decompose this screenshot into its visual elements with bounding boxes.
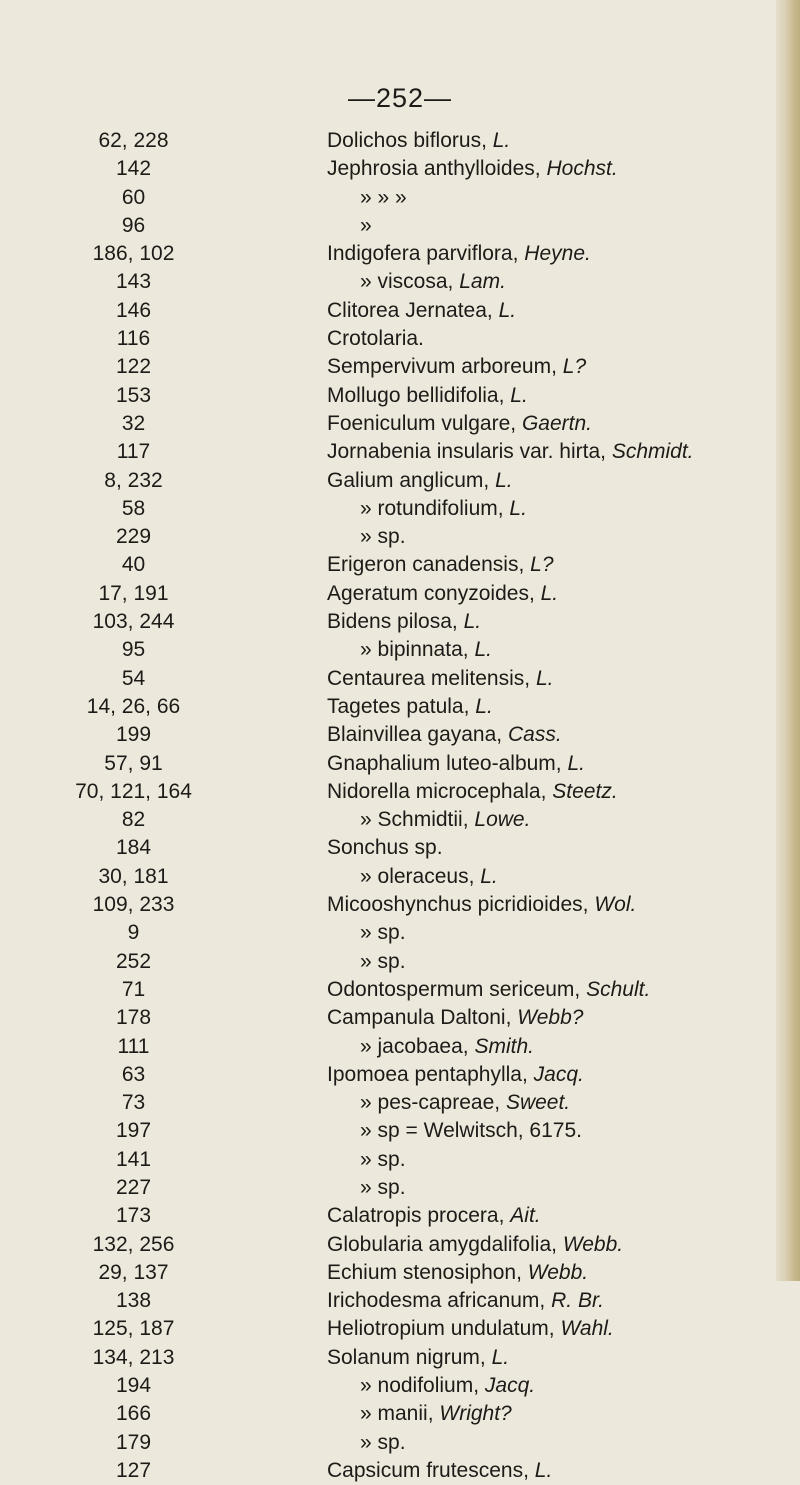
species-entry xyxy=(360,268,506,296)
species-author: Sweet. xyxy=(505,1091,571,1115)
species-author: L. xyxy=(475,694,493,718)
species-name: Campanula Daltoni, xyxy=(327,1006,512,1030)
species-name: Nidorella microcephala, xyxy=(327,779,547,803)
species-entry xyxy=(327,353,586,381)
specimen-numbers: 63 xyxy=(121,1062,146,1086)
list-item xyxy=(0,297,800,325)
specimen-numbers: 186, 102 xyxy=(92,242,175,266)
specimen-numbers: 252 xyxy=(115,949,152,973)
list-item xyxy=(0,976,800,1004)
species-entry xyxy=(327,1457,552,1485)
list-item xyxy=(0,410,800,438)
list-item xyxy=(0,551,800,579)
specimen-numbers: 111 xyxy=(117,1034,150,1058)
list-item xyxy=(0,1315,800,1343)
species-entry xyxy=(327,551,554,579)
species-author: Ait. xyxy=(510,1204,541,1228)
specimen-numbers: 138 xyxy=(115,1289,152,1313)
list-item xyxy=(0,1259,800,1287)
species-entry xyxy=(327,1061,584,1089)
specimen-numbers: 166 xyxy=(115,1402,152,1426)
specimen-numbers: 125, 187 xyxy=(92,1317,175,1341)
species-entry xyxy=(360,919,406,947)
list-item xyxy=(0,1344,800,1372)
species-entry xyxy=(360,523,406,551)
species-name: Clitorea Jernatea, xyxy=(327,298,493,322)
species-name: » pes-capreae, xyxy=(360,1091,501,1115)
specimen-numbers: 227 xyxy=(115,1175,152,1199)
list-item xyxy=(0,325,800,353)
species-author: L. xyxy=(510,383,528,407)
species-author: L. xyxy=(463,610,482,634)
species-entry xyxy=(360,806,530,834)
species-entry xyxy=(327,1315,614,1343)
list-item xyxy=(0,1202,800,1230)
specimen-numbers: 116 xyxy=(116,327,151,351)
species-entry xyxy=(327,325,424,353)
species-list xyxy=(0,127,800,1485)
species-name: Heliotropium undulatum, xyxy=(327,1317,555,1341)
list-item xyxy=(0,1117,800,1145)
list-item xyxy=(0,382,800,410)
specimen-numbers: 8, 232 xyxy=(104,468,163,492)
list-item xyxy=(0,834,800,862)
species-entry xyxy=(327,665,553,693)
species-author: Schmidt. xyxy=(611,440,694,464)
species-entry xyxy=(360,948,406,976)
list-item xyxy=(0,1004,800,1032)
species-entry xyxy=(327,750,585,778)
species-entry xyxy=(327,778,618,806)
species-name: Galium anglicum, xyxy=(327,468,490,492)
list-item xyxy=(0,184,800,212)
list-item xyxy=(0,919,800,947)
species-entry xyxy=(327,1287,604,1315)
species-name: » Schmidtii, xyxy=(360,808,469,832)
species-entry xyxy=(360,495,527,523)
species-entry xyxy=(327,1344,509,1372)
specimen-numbers: 229 xyxy=(115,525,152,549)
species-author: Steetz. xyxy=(552,779,618,803)
species-entry xyxy=(327,580,558,608)
specimen-numbers: 134, 213 xyxy=(92,1345,175,1369)
species-name: » rotundifolium, xyxy=(360,496,504,520)
species-author: Wright? xyxy=(439,1402,512,1426)
list-item xyxy=(0,1400,800,1428)
specimen-numbers: 194 xyxy=(115,1374,152,1398)
species-name: » sp. xyxy=(360,949,406,973)
species-author: Lowe. xyxy=(474,808,531,832)
specimen-numbers: 117 xyxy=(116,440,151,464)
species-entry xyxy=(360,212,372,240)
list-item xyxy=(0,1372,800,1400)
list-item xyxy=(0,212,800,240)
species-name: » sp. xyxy=(360,1147,406,1171)
specimen-numbers: 153 xyxy=(115,383,152,407)
species-entry xyxy=(327,240,591,268)
list-item xyxy=(0,750,800,778)
species-name: Sempervivum arboreum, xyxy=(327,355,557,379)
species-entry xyxy=(327,382,528,410)
species-entry xyxy=(327,976,650,1004)
species-entry xyxy=(327,1231,623,1259)
species-author: Webb? xyxy=(517,1006,584,1030)
species-name: Dolichos biflorus, xyxy=(327,129,487,152)
species-entry xyxy=(327,1004,583,1032)
species-name: Odontospermum sericeum, xyxy=(327,977,581,1001)
species-entry xyxy=(327,721,562,749)
specimen-numbers: 40 xyxy=(121,553,146,577)
species-entry xyxy=(327,834,443,862)
specimen-numbers: 70, 121, 164 xyxy=(75,779,192,803)
species-entry xyxy=(360,1400,512,1428)
species-author: L. xyxy=(491,1345,510,1369)
list-item xyxy=(0,268,800,296)
list-item xyxy=(0,1429,800,1457)
species-author: L. xyxy=(492,129,511,152)
specimen-numbers: 82 xyxy=(121,808,146,832)
list-item xyxy=(0,891,800,919)
species-name: » sp. xyxy=(360,1175,406,1199)
species-name: Indigofera parviflora, xyxy=(327,242,519,266)
list-item xyxy=(0,863,800,891)
specimen-numbers: 179 xyxy=(115,1430,152,1454)
list-item xyxy=(0,1033,800,1061)
list-item xyxy=(0,1061,800,1089)
species-name: Jornabenia insularis var. hirta, xyxy=(327,440,606,464)
page-number: —252— xyxy=(347,83,453,113)
specimen-numbers: 71 xyxy=(121,977,146,1001)
specimen-numbers: 58 xyxy=(121,496,146,520)
specimen-numbers: 9 xyxy=(127,921,140,945)
species-entry xyxy=(327,693,493,721)
species-author: Smith. xyxy=(474,1034,534,1058)
species-author: Hochst. xyxy=(546,157,618,181)
species-name: Crotolaria. xyxy=(327,327,424,351)
species-author: L. xyxy=(495,468,513,492)
specimen-numbers: 54 xyxy=(121,666,146,690)
species-author: L. xyxy=(509,496,527,520)
species-author: L? xyxy=(562,355,587,379)
species-author: L. xyxy=(567,751,585,775)
list-item xyxy=(0,1089,800,1117)
species-name: Blainvillea gayana, xyxy=(327,723,503,747)
specimen-numbers: 173 xyxy=(115,1204,152,1228)
species-author: L. xyxy=(535,666,554,690)
species-name: » nodifolium, xyxy=(360,1374,480,1398)
species-entry xyxy=(360,184,407,212)
species-entry xyxy=(327,1202,541,1230)
species-name: » viscosa, xyxy=(360,270,454,294)
specimen-numbers: 132, 256 xyxy=(92,1232,175,1256)
species-author: Wahl. xyxy=(560,1317,614,1341)
species-entry xyxy=(360,1146,406,1174)
species-name: Solanum nigrum, xyxy=(327,1345,486,1369)
list-item xyxy=(0,636,800,664)
species-author: Wol. xyxy=(594,893,637,917)
species-name: Micooshynchus picridioides, xyxy=(327,893,589,917)
species-name: Gnaphalium luteo-album, xyxy=(327,751,562,775)
list-item xyxy=(0,523,800,551)
species-name: Foeniculum vulgare, xyxy=(327,411,517,435)
species-author: L. xyxy=(540,581,559,605)
specimen-numbers: 32 xyxy=(121,411,146,435)
species-author: Cass. xyxy=(507,723,562,747)
species-name: » manii, xyxy=(360,1402,434,1426)
list-item xyxy=(0,495,800,523)
species-name: Centaurea melitensis, xyxy=(327,666,531,690)
list-item xyxy=(0,438,800,466)
species-author: Jacq. xyxy=(484,1374,536,1398)
species-name: » xyxy=(360,213,372,237)
species-name: » sp. xyxy=(360,525,406,549)
specimen-numbers: 17, 191 xyxy=(98,581,169,605)
species-name: Erigeron canadensis, xyxy=(327,553,525,577)
species-name: Calatropis procera, xyxy=(327,1204,505,1228)
specimen-numbers: 122 xyxy=(115,355,152,379)
specimen-numbers: 146 xyxy=(115,298,152,322)
species-entry xyxy=(327,608,481,636)
specimen-numbers: 197 xyxy=(115,1119,152,1143)
species-entry xyxy=(360,636,492,664)
specimen-numbers: 109, 233 xyxy=(92,893,175,917)
specimen-numbers: 127 xyxy=(115,1458,152,1482)
species-name: » » » xyxy=(360,185,407,209)
list-item xyxy=(0,127,800,155)
species-name: » jacobaea, xyxy=(360,1034,469,1058)
list-item xyxy=(0,693,800,721)
list-item xyxy=(0,240,800,268)
specimen-numbers: 103, 244 xyxy=(92,610,175,634)
species-entry xyxy=(360,1429,406,1457)
species-author: Heyne. xyxy=(524,242,591,266)
specimen-numbers: 142 xyxy=(115,157,152,181)
species-name: Ageratum conyzoides, xyxy=(327,581,535,605)
species-entry xyxy=(327,410,592,438)
specimen-numbers: 96 xyxy=(121,213,146,237)
specimen-numbers: 14, 26, 66 xyxy=(86,694,181,718)
list-item xyxy=(0,580,800,608)
species-author: Gaertn. xyxy=(521,411,592,435)
specimen-numbers: 141 xyxy=(115,1147,152,1171)
species-author: Schult. xyxy=(586,977,651,1001)
list-item xyxy=(0,1457,800,1485)
specimen-numbers: 178 xyxy=(115,1006,152,1030)
species-entry xyxy=(360,1174,406,1202)
species-name: Sonchus sp. xyxy=(327,836,443,860)
species-author: L. xyxy=(474,638,492,662)
species-name: » sp = Welwitsch, 6175. xyxy=(360,1119,582,1143)
species-author: L? xyxy=(530,553,554,577)
species-author: R. Br. xyxy=(551,1289,604,1313)
species-entry xyxy=(327,155,618,183)
list-item xyxy=(0,665,800,693)
species-author: Jacq. xyxy=(533,1062,584,1086)
specimen-numbers: 62, 228 xyxy=(98,129,169,152)
list-item xyxy=(0,467,800,495)
specimen-numbers: 60 xyxy=(121,185,146,209)
species-author: L. xyxy=(498,298,517,322)
list-item xyxy=(0,948,800,976)
species-name: Capsicum frutescens, xyxy=(327,1458,529,1482)
species-entry xyxy=(327,438,694,466)
species-entry xyxy=(360,863,498,891)
list-item xyxy=(0,778,800,806)
species-name: Tagetes patula, xyxy=(327,694,470,718)
specimen-numbers: 57, 91 xyxy=(104,751,163,775)
species-author: L. xyxy=(480,864,498,888)
species-author: Webb. xyxy=(527,1260,589,1284)
species-name: Irichodesma africanum, xyxy=(327,1289,546,1313)
list-item xyxy=(0,1287,800,1315)
species-entry xyxy=(327,297,516,325)
species-entry xyxy=(327,467,513,495)
species-name: Mollugo bellidifolia, xyxy=(327,383,505,407)
list-item xyxy=(0,1231,800,1259)
species-author: L. xyxy=(534,1458,553,1482)
species-author: Webb. xyxy=(562,1232,624,1256)
species-name: » oleraceus, xyxy=(360,864,475,888)
species-entry xyxy=(327,1259,588,1287)
list-item xyxy=(0,155,800,183)
species-name: Echium stenosiphon, xyxy=(327,1260,522,1284)
specimen-numbers: 73 xyxy=(121,1091,146,1115)
list-item xyxy=(0,353,800,381)
species-name: Bidens pilosa, xyxy=(327,610,458,634)
list-item xyxy=(0,1146,800,1174)
list-item xyxy=(0,1174,800,1202)
specimen-numbers: 29, 137 xyxy=(98,1260,169,1284)
species-entry xyxy=(327,127,510,155)
specimen-numbers: 30, 181 xyxy=(98,864,169,888)
species-name: Globularia amygdalifolia, xyxy=(327,1232,557,1256)
species-entry xyxy=(360,1117,582,1145)
species-entry xyxy=(360,1372,535,1400)
species-entry xyxy=(360,1033,534,1061)
specimen-numbers: 143 xyxy=(115,270,152,294)
species-author: Lam. xyxy=(459,270,506,294)
list-item xyxy=(0,721,800,749)
list-item xyxy=(0,806,800,834)
species-entry xyxy=(360,1089,570,1117)
specimen-numbers: 95 xyxy=(121,638,146,662)
list-item xyxy=(0,608,800,636)
species-name: » sp. xyxy=(360,921,406,945)
specimen-numbers: 199 xyxy=(115,723,152,747)
species-name: » sp. xyxy=(360,1430,406,1454)
species-entry xyxy=(327,891,636,919)
species-name: » bipinnata, xyxy=(360,638,469,662)
specimen-numbers: 184 xyxy=(115,836,152,860)
species-name: Jephrosia anthylloides, xyxy=(327,157,541,181)
species-name: Ipomoea pentaphylla, xyxy=(327,1062,528,1086)
